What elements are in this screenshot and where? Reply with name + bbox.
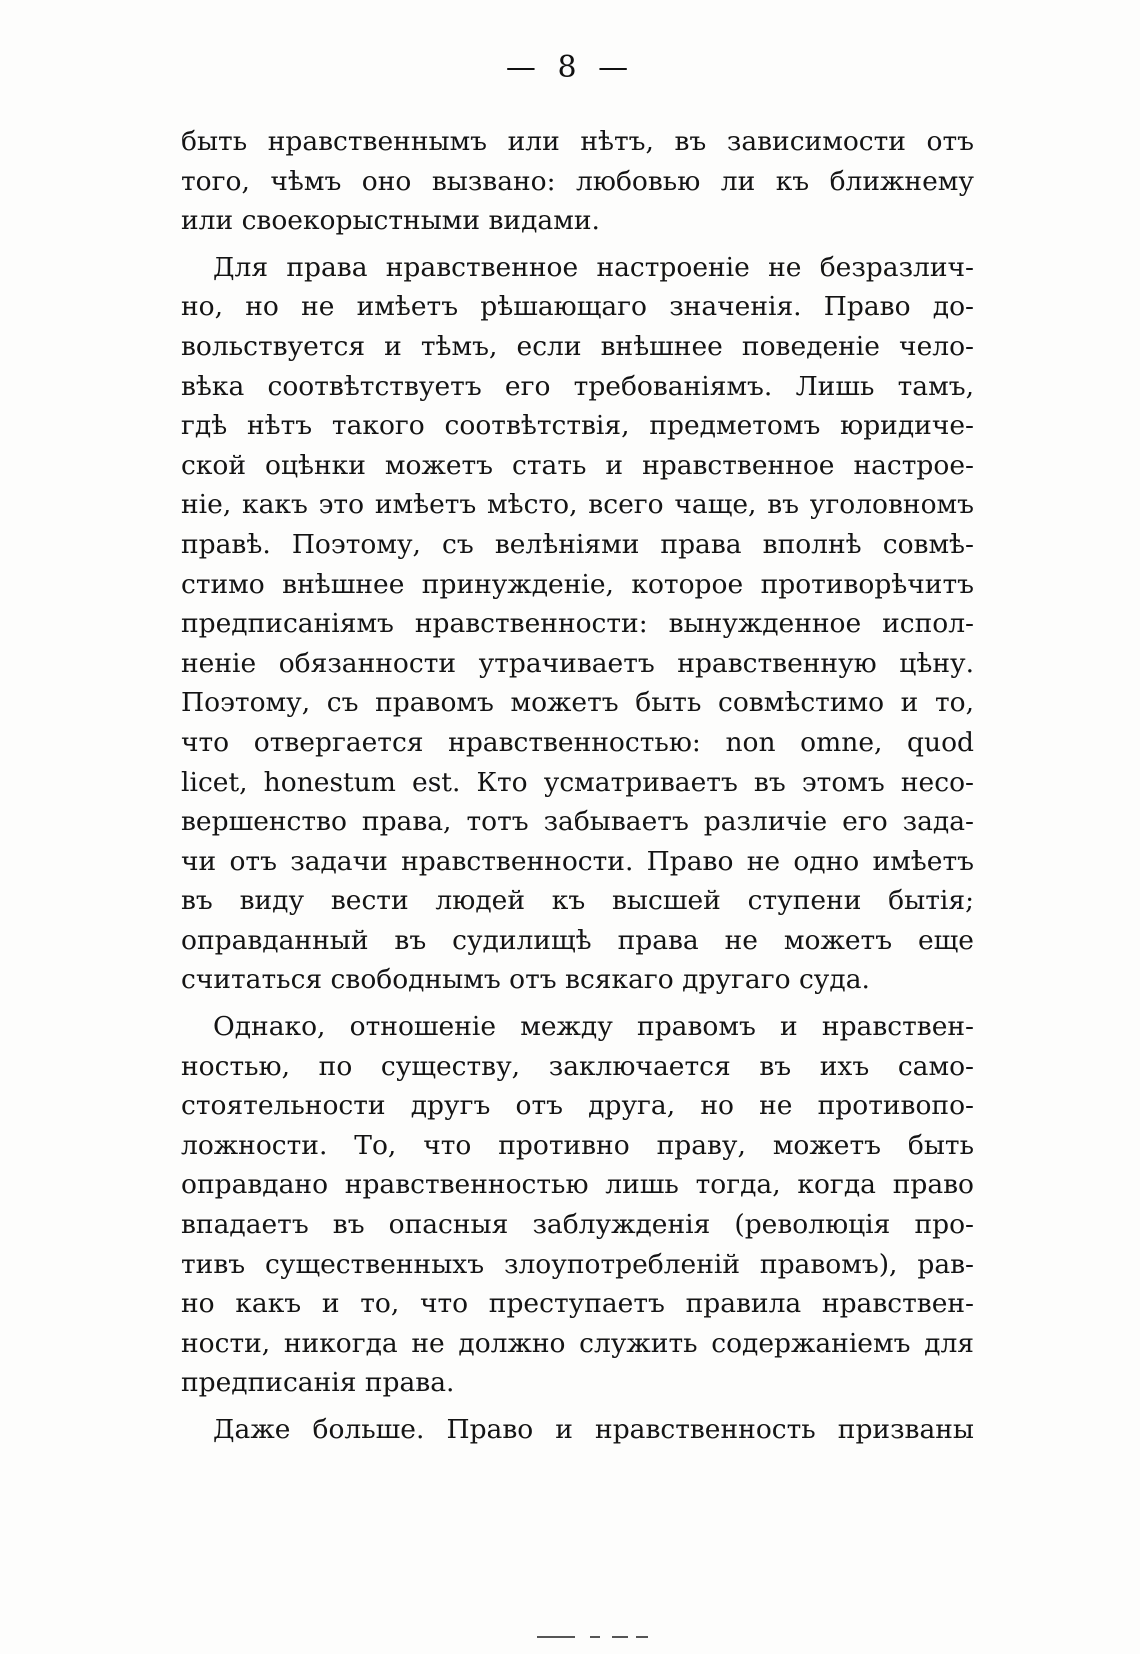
text-line: ской оцѣнки можетъ стать и нравственное настрое-: [181, 449, 974, 481]
text-line: нiе, какъ это имѣетъ мѣсто, всего чаще, въ уголовномъ: [181, 489, 974, 521]
body-text: [181, 122, 974, 1450]
text-line: правѣ. Поэтому, съ велѣнiями права вполнѣ совмѣ-: [181, 528, 974, 560]
text-line: Для права нравственное настроенiе не безразлич-: [213, 251, 974, 283]
text-line: предписанiямъ нравственности: вынужденное испол-: [181, 608, 974, 640]
paragraph: [181, 1410, 974, 1450]
text-line: считаться свободнымъ отъ всякаго другаго суда.: [181, 964, 870, 996]
text-line: стимо внѣшнее принужденiе, которое противорѣчитъ: [181, 568, 974, 600]
text-line: вольствуется и тѣмъ, если внѣшнее поведенiе чело-: [181, 330, 974, 362]
scan-artifact: [612, 1636, 628, 1638]
paragraph: [181, 1007, 974, 1403]
text-line: вѣка соотвѣтствуетъ его требованiямъ. Лишь тамъ,: [181, 370, 974, 402]
page-number: — 8 —: [505, 50, 635, 85]
text-line: предписанiя права.: [181, 1367, 455, 1399]
text-line: или своекорыстными видами.: [181, 205, 600, 237]
paragraph: [181, 248, 974, 1000]
text-line: чи отъ задачи нравственности. Право не одно имѣетъ: [181, 845, 974, 877]
text-line: гдѣ нѣтъ такого соотвѣтствiя, предметомъ юридиче-: [181, 410, 974, 442]
text-line: Даже больше. Право и нравственность призваны: [213, 1414, 974, 1445]
paragraph: [181, 122, 974, 241]
text-line: тивъ существенныхъ злоупотребленiй правомъ), рав-: [181, 1248, 974, 1280]
text-line: вершенство права, тотъ забываетъ различiе его зада-: [181, 806, 974, 838]
text-line: но какъ и то, что преступаетъ правила нравствен-: [181, 1288, 974, 1320]
text-line: Однако, отношенiе между правомъ и нравствен-: [213, 1011, 974, 1043]
scan-artifact: [537, 1636, 575, 1638]
text-line: оправданный въ судилищѣ права не можетъ еще: [181, 924, 974, 956]
text-line: ненiе обязанности утрачиваетъ нравственную цѣну.: [181, 647, 974, 679]
text-line: того, чѣмъ оно вызвано: любовью ли къ ближнему: [181, 165, 974, 197]
text-line: ностью, по существу, заключается въ ихъ само-: [181, 1050, 974, 1082]
scan-artifact: [590, 1636, 600, 1638]
text-line: Поэтому, съ правомъ можетъ быть совмѣстимо и то,: [181, 687, 974, 719]
text-line: въ виду вести людей къ высшей ступени бытiя;: [181, 885, 974, 917]
text-line: ности, никогда не должно служить содержанiемъ для: [181, 1327, 974, 1359]
text-line: ложности. То, что противно праву, можетъ быть: [181, 1129, 974, 1161]
text-line: но, но не имѣетъ рѣшающаго значенiя. Право до-: [181, 291, 974, 323]
scan-artifact: [636, 1636, 648, 1638]
text-line: оправдано нравственностью лишь тогда, когда право: [181, 1169, 974, 1201]
text-line: что отвергается нравственностью: non omne, quod: [181, 726, 974, 758]
text-line: впадаетъ въ опасныя заблужденiя (революцiя про-: [181, 1209, 974, 1241]
text-line: стоятельности другъ отъ друга, но не противопо-: [181, 1090, 974, 1122]
text-line: licet, honestum est. Кто усматриваетъ въ этомъ несо-: [181, 766, 974, 798]
text-line: быть нравственнымъ или нѣтъ, въ зависимости отъ: [181, 126, 974, 157]
